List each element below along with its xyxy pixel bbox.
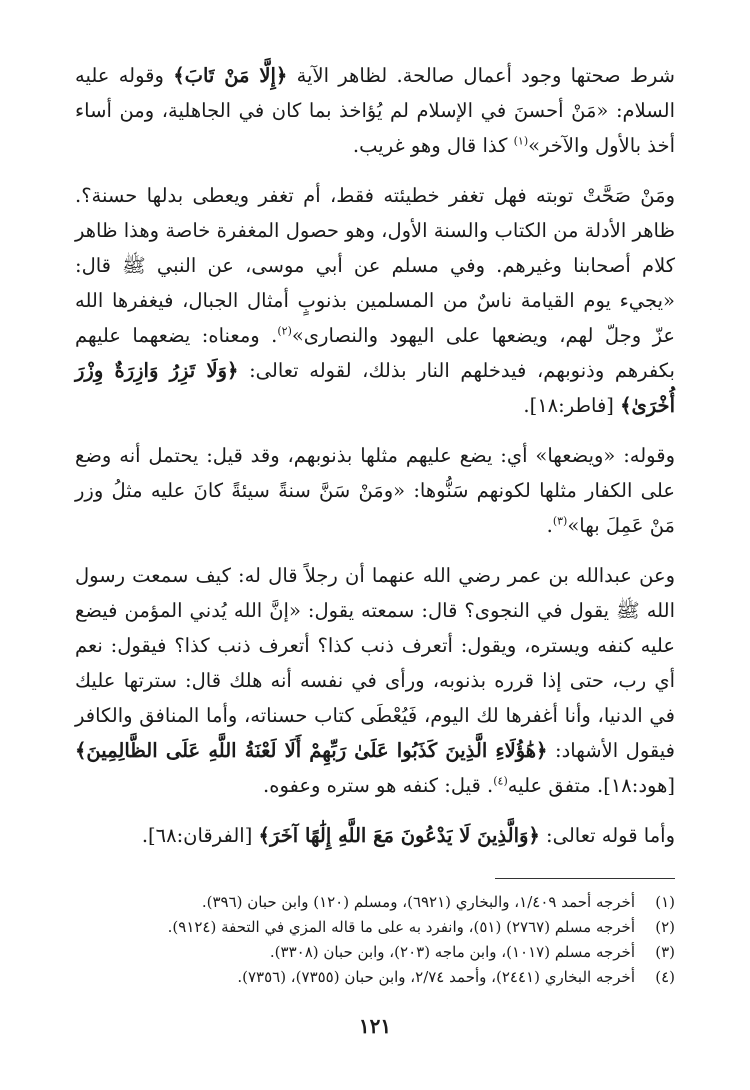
paragraph-5 bbox=[75, 818, 675, 853]
paragraph-2 bbox=[75, 178, 675, 423]
paragraph-4 bbox=[75, 558, 675, 803]
footnote-number: (٢) bbox=[655, 918, 675, 936]
footnote-text: أخرجه مسلم (١٠١٧)، وابن ماجه (٢٠٣)، وابن حبان (٣٣٠٨). bbox=[269, 943, 635, 961]
quran-verse: ﴿وَلَا تَزِرُ وَازِرَةٌ وِزْرَ أُخْرَىٰ﴾ bbox=[75, 359, 675, 417]
text-run: ومَنْ صَحَّتْ توبته فهل تغفر خطيئته فقط، أم تغفر ويعطى بدلها حسنة؟. ظاهر الأدلة من الكتاب والسنة الأول، وهو حصول المغفرة خاصة وهذا ظاهر كلام أصحابنا وغيرهم. وفي مسلم عن أبي موسى، عن النبي ﷺ قال: «يجيء يوم القيامة ناسٌ من المسلمين بذنوبٍ أمثال الجبال، فيغفرها الله عزّ وجلّ لهم، ويضعها على اليهود والنصارى» bbox=[75, 184, 675, 347]
paragraph-3 bbox=[75, 438, 675, 543]
footnote-ref: (٤) bbox=[493, 774, 508, 788]
footnote-4 bbox=[75, 965, 675, 990]
footnote-text: أخرجه أحمد ١/٤٠٩، والبخاري (٦٩٢١)، ومسلم (١٢٠) وابن حبان (٣٩٦). bbox=[201, 893, 635, 911]
quran-verse: ﴿وَالَّذِينَ لَا يَدْعُونَ مَعَ اللَّهِ إِلَٰهًا آخَرَ﴾ bbox=[258, 824, 540, 847]
text-run: . bbox=[546, 514, 553, 537]
footnote-1 bbox=[75, 890, 675, 915]
footnote-ref: (٣) bbox=[552, 514, 568, 528]
text-run: [فاطر:١٨]. bbox=[523, 394, 621, 417]
text-run: كذا قال وهو غريب. bbox=[352, 134, 514, 157]
text-run: . ومعناه: يضعهما عليهم بكفرهم وذنوبهم، فيدخلهم النار بذلك، لقوله تعالى: bbox=[75, 324, 675, 382]
main-text bbox=[75, 58, 675, 868]
footnote-number: (٣) bbox=[655, 943, 675, 961]
footnote-2 bbox=[75, 915, 675, 940]
text-run: . قيل: كنفه هو ستره وعفوه. bbox=[263, 774, 494, 797]
footnote-text: أخرجه مسلم (٢٧٦٧) (٥١)، وانفرد به على ما قاله المزي في التحفة (٩١٢٤). bbox=[167, 918, 635, 936]
footnote-number: (٤) bbox=[655, 968, 675, 986]
text-run: وأما قوله تعالى: bbox=[539, 824, 675, 847]
paragraph-1 bbox=[75, 58, 675, 163]
footnote-ref: (٢) bbox=[277, 324, 292, 338]
footnote-3 bbox=[75, 940, 675, 965]
text-run: وقوله عليه السلام: «مَنْ أحسنَ في الإسلام لم يُؤاخذ بما كان في الجاهلية، ومن أساء أخذ بالأول والآخر» bbox=[75, 64, 675, 157]
text-run: [هود:١٨]. متفق عليه bbox=[507, 774, 675, 797]
text-run: شرط صحتها وجود أعمال صالحة. لظاهر الآية bbox=[287, 64, 676, 87]
quran-verse: ﴿إِلَّا مَنْ تَابَ﴾ bbox=[173, 64, 288, 87]
footnote-ref: (١) bbox=[513, 134, 529, 148]
footnotes bbox=[75, 890, 675, 990]
page-number: ١٢١ bbox=[358, 1014, 392, 1038]
text-run: وعن عبدالله بن عمر رضي الله عنهما أن رجلاً قال له: كيف سمعت رسول الله ﷺ يقول في النجوى؟ قال: سمعته يقول: «إنَّ الله يُدني المؤمن فيضع عليه كنفه ويستره، ويقول: أتعرف ذنب كذا؟ أتعرف ذنب كذا؟ فيقول: نعم أي رب، حتى إذا قرره بذنوبه، ورأى في نفسه أنه هلك قال: سترتها عليك في الدنيا، وأنا أغفرها لك اليوم، فَيُعْطَى كتاب حسناته، وأما المنافق والكافر فيقول الأشهاد: bbox=[75, 564, 675, 762]
footnote-number: (١) bbox=[655, 893, 675, 911]
text-run: وقوله: «ويضعها» أي: يضع عليهم مثلها بذنوبهم، وقد قيل: يحتمل أنه وضع على الكفار مثلها لكونهم سَنُّوها: «ومَنْ سَنَّ سنةً سيئةً كانَ عليه مثلُ وزر مَنْ عَمِلَ بها» bbox=[75, 444, 675, 537]
quran-verse: ﴿هَٰؤُلَاءِ الَّذِينَ كَذَبُوا عَلَىٰ رَبِّهِمْ أَلَا لَعْنَةُ اللَّهِ عَلَى الظَّالِمِينَ﴾ bbox=[75, 739, 548, 762]
text-run: [الفرقان:٦٨]. bbox=[141, 824, 259, 847]
footnote-text: أخرجه البخاري (٢٤٤١)، وأحمد ٢/٧٤، وابن حبان (٧٣٥٥)، (٧٣٥٦). bbox=[237, 968, 635, 986]
footnote-separator bbox=[495, 878, 675, 879]
